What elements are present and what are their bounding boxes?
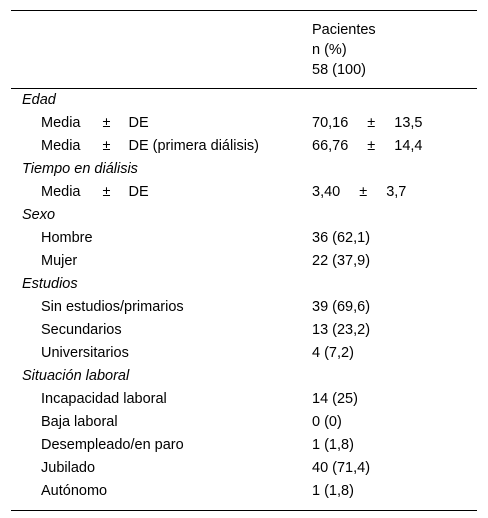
group-label: Estudios [22, 276, 78, 292]
row-label [11, 112, 312, 135]
label-part: Media [41, 138, 81, 154]
table-row [11, 480, 477, 503]
value-part: 66,76 [312, 138, 349, 154]
plus-minus-symbol: ± [102, 184, 111, 200]
row-label: Sin estudios/primarios [41, 299, 184, 315]
table-row [11, 227, 477, 250]
value-part: 3,40 [312, 184, 341, 200]
header-line-1: Pacientes [312, 22, 376, 38]
row-value: 13 (23,2) [312, 322, 371, 338]
table-row [11, 388, 477, 411]
value-part: 13,5 [394, 115, 423, 131]
group-label: Situación laboral [22, 368, 130, 384]
value-part: 70,16 [312, 115, 349, 131]
row-label [11, 181, 312, 204]
row-label [11, 135, 312, 158]
row-label: Desempleado/en paro [41, 437, 184, 453]
row-label: Hombre [41, 230, 93, 246]
table-bottom-rule [11, 503, 477, 511]
table-row [11, 296, 477, 319]
plus-minus-symbol: ± [102, 115, 111, 131]
table-row [11, 250, 477, 273]
row-value: 0 (0) [312, 414, 342, 430]
row-value [312, 135, 477, 158]
table-group-row [11, 158, 477, 181]
table-row [11, 135, 477, 158]
group-label: Tiempo en diálisis [22, 161, 138, 177]
header-blank-cell [11, 11, 312, 88]
row-value: 1 (1,8) [312, 483, 354, 499]
row-value [312, 181, 477, 204]
row-value: 39 (69,6) [312, 299, 371, 315]
row-label: Universitarios [41, 345, 129, 361]
row-label: Jubilado [41, 460, 96, 476]
label-part: Media [41, 115, 81, 131]
plus-minus-symbol: ± [367, 115, 376, 131]
table-header [11, 11, 477, 89]
label-part: DE [128, 184, 149, 200]
label-part: DE [128, 115, 149, 131]
row-value: 14 (25) [312, 391, 358, 407]
group-label: Edad [22, 92, 56, 108]
header-patients-cell [312, 11, 376, 88]
header-line-2: n (%) [312, 42, 347, 58]
row-value: 40 (71,4) [312, 460, 371, 476]
table-body [11, 89, 477, 503]
value-part: 3,7 [386, 184, 407, 200]
row-value: 1 (1,8) [312, 437, 354, 453]
row-label: Incapacidad laboral [41, 391, 167, 407]
table-row [11, 319, 477, 342]
header-line-3: 58 (100) [312, 62, 367, 78]
row-value: 36 (62,1) [312, 230, 371, 246]
table-group-row [11, 204, 477, 227]
row-label: Baja laboral [41, 414, 118, 430]
table-group-row [11, 89, 477, 112]
table-group-row [11, 365, 477, 388]
label-part: Media [41, 184, 81, 200]
value-part: 14,4 [394, 138, 423, 154]
table-row [11, 112, 477, 135]
plus-minus-symbol: ± [367, 138, 376, 154]
label-part: DE (primera diálisis) [128, 138, 259, 154]
plus-minus-symbol: ± [102, 138, 111, 154]
table-row [11, 411, 477, 434]
plus-minus-symbol: ± [359, 184, 368, 200]
table-row [11, 342, 477, 365]
table-row [11, 457, 477, 480]
table-row [11, 181, 477, 204]
row-value: 4 (7,2) [312, 345, 354, 361]
row-value: 22 (37,9) [312, 253, 371, 269]
row-value [312, 112, 477, 135]
demographics-table [11, 10, 477, 511]
table-row [11, 434, 477, 457]
row-label: Secundarios [41, 322, 122, 338]
table-group-row [11, 273, 477, 296]
row-label: Autónomo [41, 483, 108, 499]
group-label: Sexo [22, 207, 56, 223]
row-label: Mujer [41, 253, 78, 269]
